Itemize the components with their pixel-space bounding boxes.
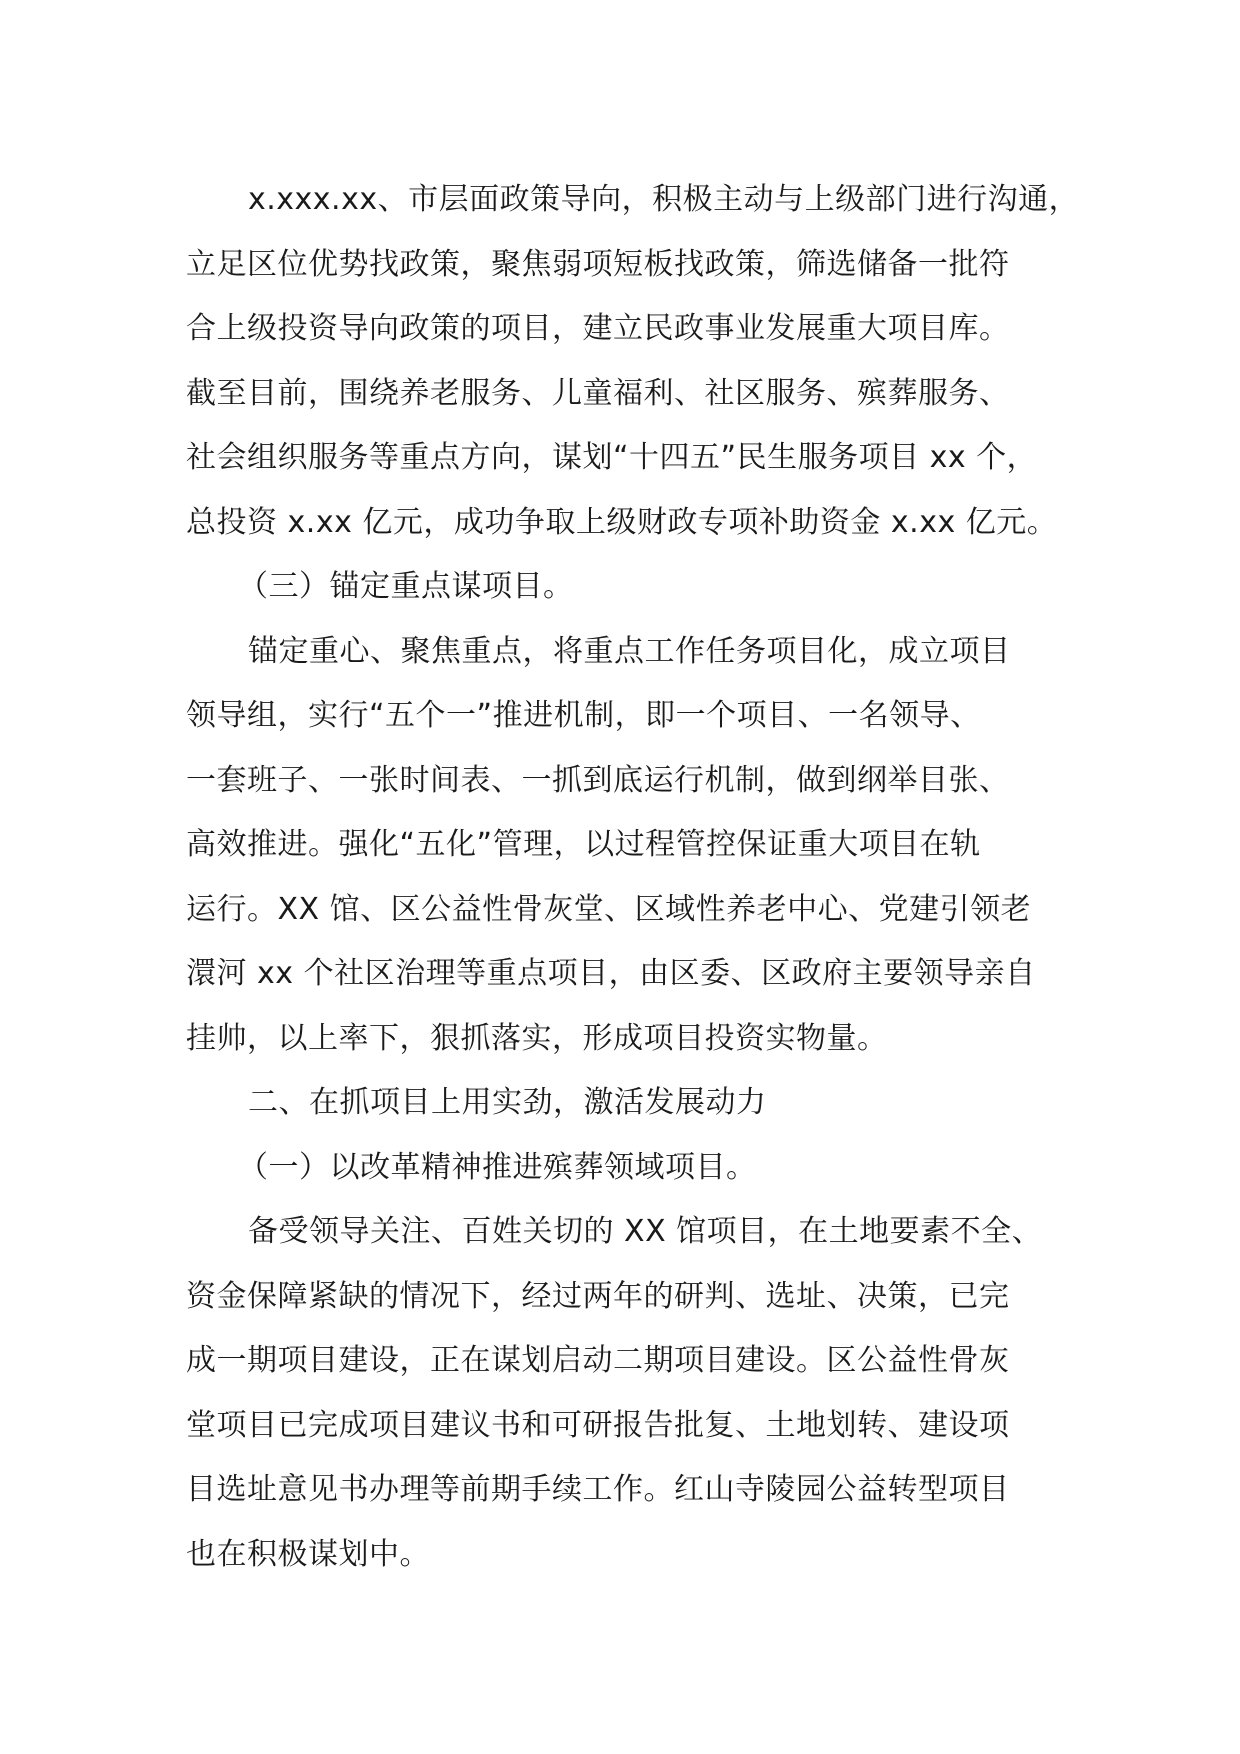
text-line: 澴河 xx 个社区治理等重点项目，由区委、区政府主要领导亲自	[186, 956, 1036, 991]
text-line: 领导组，实行“五个一”推进机制，即一个项目、一名领导、	[186, 698, 981, 733]
text-line: 资金保障紧缺的情况下，经过两年的研判、选址、决策，已完	[186, 1278, 1010, 1314]
text-line: x.xxx.xx、市层面政策导向，积极主动与上级部门进行沟通，	[248, 182, 1080, 217]
subheading-anchor-key-projects	[186, 555, 1086, 620]
text-line: 也在积极谋划中。	[186, 1536, 430, 1572]
text-line: （三）锚定重点谋项目。	[238, 569, 574, 604]
text-line: 一套班子、一张时间表、一抓到底运行机制，做到纲举目张、	[186, 762, 1010, 798]
text-line: 立足区位优势找政策，聚焦弱项短板找政策，筛选储备一批符	[186, 246, 1010, 282]
text-line: 合上级投资导向政策的项目，建立民政事业发展重大项目库。	[186, 311, 1010, 346]
text-line: 成一期项目建设，正在谋划启动二期项目建设。区公益性骨灰	[186, 1343, 1010, 1378]
text-line: （一）以改革精神推进殡葬领域项目。	[238, 1149, 757, 1185]
text-line: 挂帅，以上率下，狠抓落实，形成项目投资实物量。	[186, 1020, 888, 1056]
text-line: 总投资 x.xx 亿元，成功争取上级财政专项补助资金 x.xx 亿元。	[186, 504, 1058, 540]
section-heading-two	[186, 1071, 1086, 1136]
paragraph-funeral-projects	[186, 1200, 1086, 1587]
document-body	[186, 168, 1086, 1587]
text-line: 备受领导关注、百姓关切的 XX 馆项目，在土地要素不全、	[248, 1214, 1043, 1249]
text-line: 堂项目已完成项目建议书和可研报告批复、土地划转、建设项	[186, 1407, 1010, 1443]
text-line: 高效推进。强化“五化”管理，以过程管控保证重大项目在轨	[186, 827, 981, 862]
text-line: 运行。XX 馆、区公益性骨灰堂、区域性养老中心、党建引领老	[186, 891, 1032, 927]
text-line: 二、在抓项目上用实劲，激活发展动力	[248, 1085, 767, 1120]
text-line: 目选址意见书办理等前期手续工作。红山寺陵园公益转型项目	[186, 1472, 1010, 1507]
text-line: 锚定重心、聚焦重点，将重点工作任务项目化，成立项目	[248, 633, 1011, 669]
paragraph-policy-projects	[186, 168, 1086, 555]
subheading-funeral-projects	[186, 1136, 1086, 1201]
text-line: 社会组织服务等重点方向，谋划“十四五”民生服务项目 xx 个，	[186, 440, 1038, 475]
text-line: 截至目前，围绕养老服务、儿童福利、社区服务、殡葬服务、	[186, 375, 1010, 411]
paragraph-key-project-mechanism	[186, 620, 1086, 1072]
